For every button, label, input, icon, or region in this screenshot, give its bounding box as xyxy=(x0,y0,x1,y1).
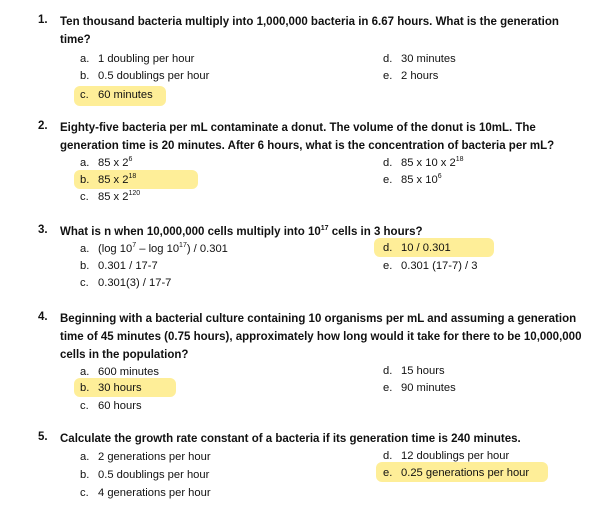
option-b[interactable]: b. 0.301 / 17-7 xyxy=(80,260,158,272)
question-text: Beginning with a bacterial culture containing 10 organisms per mL and assuming a generation time of 45 minutes (0.75 hours), approximately how long would it take for there to be 10,000,000 cells in the population? xyxy=(60,313,582,361)
option-e[interactable]: e. 2 hours xyxy=(383,70,439,82)
option-e[interactable]: e. 0.301 (17-7) / 3 xyxy=(383,260,478,272)
option-e[interactable]: e. 90 minutes xyxy=(383,382,456,394)
option-d[interactable]: d. 30 minutes xyxy=(383,53,456,65)
option-a[interactable]: a. 85 x $2^6$ xyxy=(80,156,133,169)
option-a[interactable]: a. (log $10^7$ – $\log 10^{17}) / 0.301$ xyxy=(80,242,228,255)
question-text: Calculate the growth rate constant of a bacteria if its generation time is 240 minutes. xyxy=(60,433,521,445)
option-c[interactable]: c. 4 generations per hour xyxy=(80,487,211,499)
option-b[interactable]: b. 0.5 doublings per hour xyxy=(80,469,210,481)
option-b[interactable]: b. 0.5 doublings per hour xyxy=(80,70,210,82)
question-text: Ten thousand bacteria multiply into 1,000,000 bacteria in 6.67 hours. What is the generation time? xyxy=(60,16,559,46)
option-e[interactable]: e. 85 x $10^6$ xyxy=(383,173,442,186)
option-d[interactable]: d. 85 x 10 x $2^{18}$ xyxy=(383,156,464,169)
question-number: 2. xyxy=(38,120,48,132)
option-a[interactable]: a. 2 generations per hour xyxy=(80,451,211,463)
option-d[interactable]: d. 10 / 0.301 xyxy=(383,242,451,254)
question-number: 5. xyxy=(38,431,48,443)
option-d[interactable]: d. 15 hours xyxy=(383,365,445,377)
option-b[interactable]: b. 30 hours xyxy=(80,382,142,394)
option-a[interactable]: a. 1 doubling per hour xyxy=(80,53,195,65)
option-c[interactable]: c. 60 hours xyxy=(80,400,142,412)
option-c[interactable]: c. 0.301(3) / 17-7 xyxy=(80,277,172,289)
option-e[interactable]: e. 0.25 generations per hour xyxy=(383,467,530,479)
question-text: Eighty-five bacteria per mL contaminate a donut. The volume of the donut is 10mL. The generation time is 20 minutes. After 6 hours, what is the concentration of bacteria per mL? xyxy=(60,122,555,152)
question-number: 4. xyxy=(38,311,48,323)
question-text: What is n when 10,000,000 cells multiply into $10^{17}$ cells in 3 hours? xyxy=(60,225,423,238)
option-c[interactable]: c. 60 minutes xyxy=(80,89,153,101)
option-b[interactable]: b. 85 x $2^{18}$ xyxy=(80,173,137,186)
question-number: 3. xyxy=(38,224,48,236)
option-d[interactable]: d. 12 doublings per hour xyxy=(383,450,510,462)
question-number: 1. xyxy=(38,14,48,26)
option-a[interactable]: a. 600 minutes xyxy=(80,366,159,378)
option-c[interactable]: c. 85 x $2^{120}$ xyxy=(80,190,141,203)
